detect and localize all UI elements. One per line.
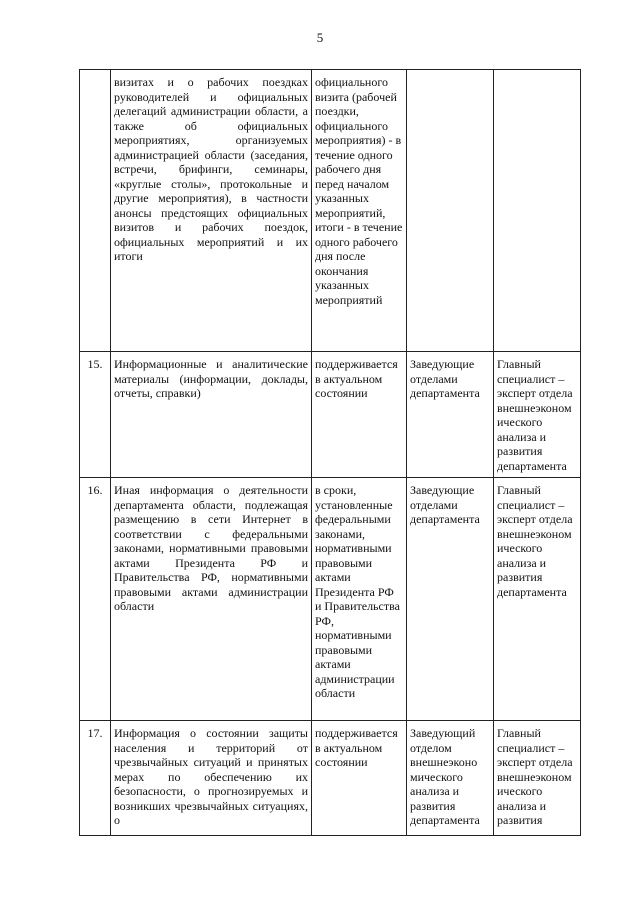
- responsible-unit: Заведующий отделом внешнеэконо мического анализа и развития департамента: [407, 721, 494, 836]
- row-number: [80, 70, 111, 352]
- row-number: 16.: [80, 478, 111, 721]
- responsible-specialist: [494, 70, 581, 352]
- responsible-specialist: Главный специалист – эксперт отдела внешнеэконом ического анализа и развития департамента: [494, 478, 581, 721]
- table-row: [80, 352, 581, 478]
- responsible-unit: Заведующие отделами департамента: [407, 478, 494, 721]
- table-row: [80, 721, 581, 836]
- page-number: 5: [316, 30, 324, 45]
- row-number: 17.: [80, 721, 111, 836]
- table-row: [80, 478, 581, 721]
- placement-timing: поддерживается в актуальном состоянии: [312, 721, 407, 836]
- responsible-specialist: Главный специалист – эксперт отдела внешнеэконом ического анализа и развития: [494, 721, 581, 836]
- info-description: Иная информация о деятельности департамента области, подлежащая размещению в сети Интернет в соответствии с федеральными законами, нормативными правовыми актами Президента РФ и Правительства РФ, нормативными правовыми актами администрации области: [111, 478, 312, 721]
- info-description: визитах и о рабочих поездках руководителей и официальных делегаций администрации области, а также об официальных мероприятиях, организуемых администрацией области (заседания, встречи, брифинги, семинары, «круглые столы», протокольные и другие мероприятия), в частности анонсы предстоящих официальных визитов и рабочих поездок, официальных мероприятий и их итоги: [111, 70, 312, 352]
- placement-timing: в сроки, установленные федеральными законами, нормативными правовыми актами Президента РФ и Правительства РФ, нормативными правовыми актами администрации области: [312, 478, 407, 721]
- table-row: [80, 70, 581, 352]
- responsible-unit: Заведующие отделами департамента: [407, 352, 494, 478]
- placement-timing: официального визита (рабочей поездки, официального мероприятия) - в течение одного рабочего дня перед началом указанных мероприятий, итоги - в течение одного рабочего дня после окончания указанных мероприятий: [312, 70, 407, 352]
- responsible-unit: [407, 70, 494, 352]
- placement-timing: поддерживается в актуальном состоянии: [312, 352, 407, 478]
- row-number: 15.: [80, 352, 111, 478]
- info-description: Информация о состоянии защиты населения и территорий от чрезвычайных ситуаций и принятых мерах по обеспечению их безопасности, о прогнозируемых и возникших чрезвычайных ситуациях, о: [111, 721, 312, 836]
- info-description: Информационные и аналитические материалы (информации, доклады, отчеты, справки): [111, 352, 312, 478]
- info-table: [79, 69, 581, 836]
- responsible-specialist: Главный специалист – эксперт отдела внешнеэконом ического анализа и развития департамента: [494, 352, 581, 478]
